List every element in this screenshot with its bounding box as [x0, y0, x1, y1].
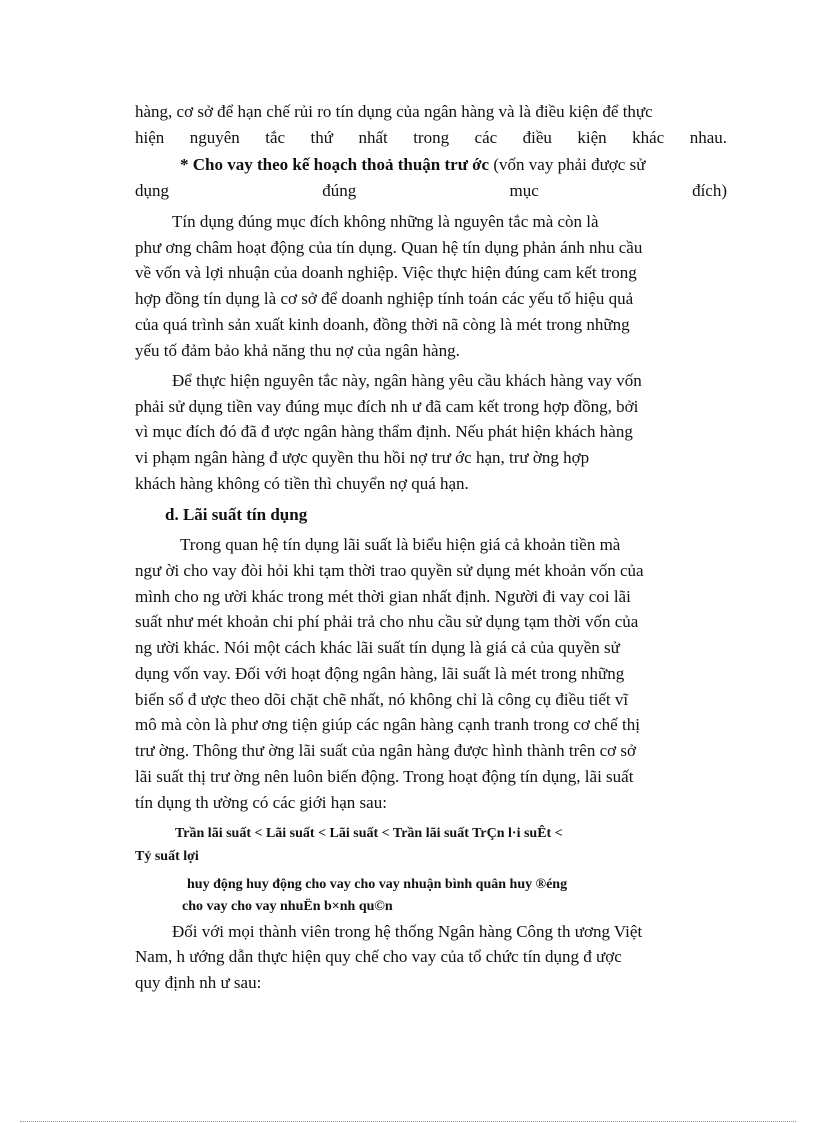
text-line: yếu tố đảm bảo khả năng thu nợ của ngân hàng.	[135, 341, 460, 360]
page-bottom-divider	[20, 1121, 796, 1122]
text-line: hợp đồng tín dụng là cơ sở để doanh nghiệp tính toán các yếu tố hiệu quả	[135, 289, 634, 308]
text-line: vi phạm ngân hàng đ ược quyền thu hồi nợ trư ớc hạn, trư ờng hợp	[135, 448, 590, 467]
text-line: dụng vốn vay. Đối với hoạt động ngân hàng, lãi suất là mét trong những	[135, 664, 625, 683]
rate-limit-line: Tỷ suất lợi	[135, 849, 199, 864]
text-line: dụng đúng mục đích)	[135, 181, 727, 200]
text-line: suất như mét khoản chi phí phải trả cho nhu cầu sử dụng tạm thời vốn của	[135, 612, 639, 631]
text-line: quy định nh ư sau:	[135, 973, 262, 992]
text-line: tín dụng th ường có các giới hạn sau:	[135, 793, 387, 812]
text-line: phải sử dụng tiền vay đúng mục đích nh ư đã cam kết trong hợp đồng, bởi	[135, 397, 639, 416]
text-line: hàng, cơ sở để hạn chế rủi ro tín dụng của ngân hàng và là điều kiện để thực	[135, 102, 653, 121]
text-line: của quá trình sản xuất kinh doanh, đồng thời nã còng là mét trong những	[135, 315, 630, 334]
paragraph-first-line: Trong quan hệ tín dụng lãi suất là biểu hiện giá cả khoản tiền mà	[180, 535, 621, 554]
rate-limit-line: cho vay cho vay nhuËn b×nh qu©n	[182, 899, 393, 914]
text-line: phư ơng châm hoạt động của tín dụng. Quan hệ tín dụng phản ánh nhu cầu	[135, 238, 643, 257]
subheading-note: (vốn vay phải được sử	[493, 155, 646, 174]
section-heading: d. Lãi suất tín dụng	[165, 505, 308, 524]
subheading-cho-vay: * Cho vay theo kế hoạch thoả thuận trư ớc	[180, 155, 490, 174]
text-line: khách hàng không có tiền thì chuyển nợ quá hạn.	[135, 474, 469, 493]
text-line: trư ờng. Thông thư ờng lãi suất của ngân hàng được hình thành trên cơ sở	[135, 741, 636, 760]
rate-limit-line: huy động huy động cho vay cho vay nhuận bình quân huy ®éng	[187, 877, 568, 892]
paragraph-first-line: Tín dụng đúng mục đích không những là nguyên tắc mà còn là	[172, 212, 599, 231]
text-line: về vốn và lợi nhuận của doanh nghiệp. Việc thực hiện đúng cam kết trong	[135, 263, 637, 282]
text-line: ng ười khác. Nói một cách khác lãi suất tín dụng là giá cả của quyền sử	[135, 638, 620, 657]
text-line: mô mà còn là phư ơng tiện giúp các ngân hàng cạnh tranh trong cơ chế thị	[135, 715, 640, 734]
rate-limit-line: Trần lãi suất < Lãi suất < Lãi suất < Trần lãi suất TrÇn l·i suÊt <	[175, 826, 563, 841]
text-line: biến số đ ược theo dõi chặt chẽ nhất, nó không chỉ là công cụ điều tiết vĩ	[135, 690, 629, 709]
text-line: mình cho ng ười khác trong mét thời gian nhất định. Người đi vay coi lãi	[135, 587, 631, 606]
text-line: vì mục đích đó đã đ ược ngân hàng thẩm định. Nếu phát hiện khách hàng	[135, 422, 633, 441]
text-line: Nam, h ướng dẫn thực hiện quy chế cho vay của tổ chức tín dụng đ ược	[135, 947, 622, 966]
subheading-line	[180, 154, 728, 176]
text-line: hiện nguyên tắc thứ nhất trong các điều kiện khác nhau.	[135, 128, 727, 147]
text-line: lãi suất thị trư ờng nên luôn biến động. Trong hoạt động tín dụng, lãi suất	[135, 767, 634, 786]
text-line: ngư ời cho vay đòi hỏi khi tạm thời trao quyền sử dụng mét khoản vốn của	[135, 561, 644, 580]
paragraph-first-line: Đối với mọi thành viên trong hệ thống Ngân hàng Công th ương Việt	[172, 922, 643, 941]
paragraph-first-line: Để thực hiện nguyên tắc này, ngân hàng yêu cầu khách hàng vay vốn	[172, 371, 642, 390]
